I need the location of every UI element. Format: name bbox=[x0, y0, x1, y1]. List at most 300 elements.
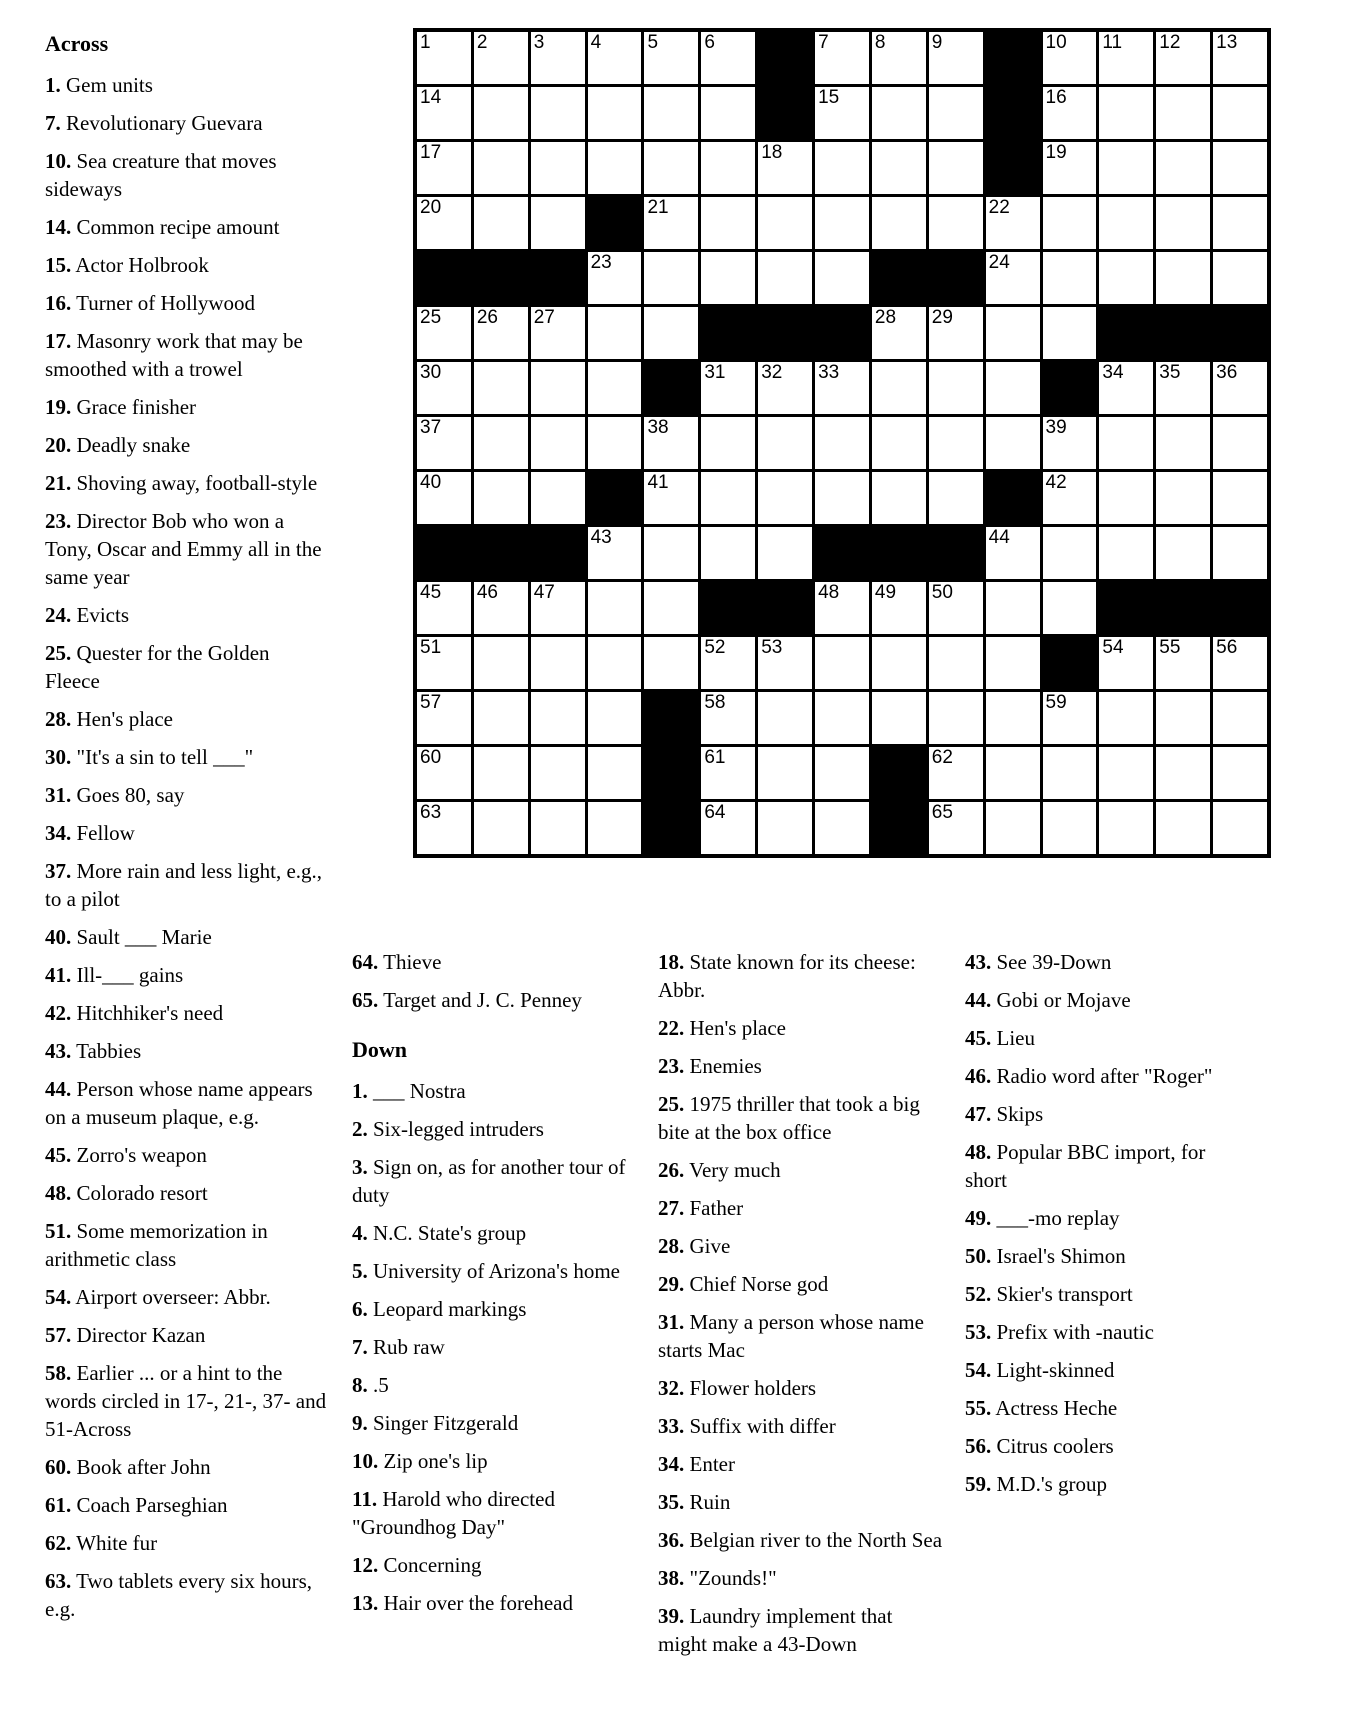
grid-cell-r13c7[interactable] bbox=[758, 692, 812, 744]
grid-cell-r13c14[interactable] bbox=[1156, 692, 1210, 744]
cell-number: 59 bbox=[1045, 692, 1067, 713]
grid-cell-r15c14[interactable] bbox=[1156, 802, 1210, 854]
clue-number: 26. bbox=[658, 1158, 685, 1182]
grid-cell-r5c5[interactable] bbox=[644, 252, 698, 304]
grid-cell-r8c1[interactable] bbox=[417, 417, 471, 469]
grid-cell-r5c8[interactable] bbox=[815, 252, 869, 304]
grid-cell-r9c13[interactable] bbox=[1099, 472, 1153, 524]
cell-number: 38 bbox=[647, 417, 669, 438]
grid-cell-r11c5[interactable] bbox=[644, 582, 698, 634]
clue-number: 1. bbox=[45, 73, 61, 97]
grid-cell-r4c13[interactable] bbox=[1099, 197, 1153, 249]
clue-down-23: 23. Enemies bbox=[658, 1054, 762, 1078]
grid-cell-r11c12[interactable] bbox=[1043, 582, 1097, 634]
grid-cell-r13c13[interactable] bbox=[1099, 692, 1153, 744]
grid-cell-r13c10[interactable] bbox=[929, 692, 983, 744]
cell-number: 24 bbox=[988, 252, 1010, 273]
grid-cell-r10c13[interactable] bbox=[1099, 527, 1153, 579]
grid-black-cell-r6c6 bbox=[701, 307, 755, 359]
grid-cell-r15c13[interactable] bbox=[1099, 802, 1153, 854]
grid-cell-r3c12[interactable] bbox=[1043, 142, 1097, 194]
clue-down-48: 48. Popular BBC import, for short bbox=[965, 1140, 1206, 1192]
grid-black-cell-r7c5 bbox=[644, 362, 698, 414]
clue-number: 44. bbox=[965, 988, 992, 1012]
grid-cell-r15c4[interactable] bbox=[588, 802, 642, 854]
grid-cell-r14c6[interactable] bbox=[701, 747, 755, 799]
grid-cell-r11c9[interactable] bbox=[872, 582, 926, 634]
grid-cell-r8c9[interactable] bbox=[872, 417, 926, 469]
clue-across-45: 45. Zorro's weapon bbox=[45, 1143, 207, 1167]
grid-cell-r5c12[interactable] bbox=[1043, 252, 1097, 304]
grid-cell-r2c9[interactable] bbox=[872, 87, 926, 139]
clue-number: 19. bbox=[45, 395, 72, 419]
grid-cell-r7c10[interactable] bbox=[929, 362, 983, 414]
grid-cell-r4c15[interactable] bbox=[1213, 197, 1267, 249]
grid-cell-r3c13[interactable] bbox=[1099, 142, 1153, 194]
cell-number: 27 bbox=[533, 307, 555, 328]
grid-cell-r3c7[interactable] bbox=[758, 142, 812, 194]
clue-number: 15. bbox=[45, 253, 72, 277]
grid-cell-r14c15[interactable] bbox=[1213, 747, 1267, 799]
grid-cell-r8c8[interactable] bbox=[815, 417, 869, 469]
grid-cell-r14c11[interactable] bbox=[986, 747, 1040, 799]
grid-cell-r7c4[interactable] bbox=[588, 362, 642, 414]
grid-black-cell-r1c11 bbox=[986, 32, 1040, 84]
grid-cell-r5c13[interactable] bbox=[1099, 252, 1153, 304]
cell-number: 3 bbox=[533, 32, 545, 53]
grid-cell-r4c10[interactable] bbox=[929, 197, 983, 249]
grid-cell-r12c10[interactable] bbox=[929, 637, 983, 689]
grid-cell-r8c4[interactable] bbox=[588, 417, 642, 469]
clue-down-8: 8. .5 bbox=[352, 1373, 389, 1397]
clue-number: 6. bbox=[352, 1297, 368, 1321]
grid-cell-r1c14[interactable] bbox=[1156, 32, 1210, 84]
grid-cell-r7c7[interactable] bbox=[758, 362, 812, 414]
grid-cell-r1c15[interactable] bbox=[1213, 32, 1267, 84]
grid-cell-r8c14[interactable] bbox=[1156, 417, 1210, 469]
grid-cell-r6c2[interactable] bbox=[474, 307, 528, 359]
grid-cell-r4c2[interactable] bbox=[474, 197, 528, 249]
clue-number: 22. bbox=[658, 1016, 685, 1040]
grid-cell-r3c14[interactable] bbox=[1156, 142, 1210, 194]
grid-black-cell-r5c10 bbox=[929, 252, 983, 304]
grid-cell-r8c13[interactable] bbox=[1099, 417, 1153, 469]
grid-cell-r8c11[interactable] bbox=[986, 417, 1040, 469]
cell-number: 15 bbox=[818, 87, 840, 108]
grid-cell-r14c10[interactable] bbox=[929, 747, 983, 799]
grid-black-cell-r5c1 bbox=[417, 252, 471, 304]
grid-cell-r1c12[interactable] bbox=[1043, 32, 1097, 84]
cell-number: 4 bbox=[590, 32, 602, 53]
grid-cell-r4c6[interactable] bbox=[701, 197, 755, 249]
clue-across-57: 57. Director Kazan bbox=[45, 1323, 206, 1347]
grid-cell-r4c8[interactable] bbox=[815, 197, 869, 249]
grid-cell-r9c15[interactable] bbox=[1213, 472, 1267, 524]
grid-cell-r2c6[interactable] bbox=[701, 87, 755, 139]
clue-number: 44. bbox=[45, 1077, 72, 1101]
clue-across-48: 48. Colorado resort bbox=[45, 1181, 208, 1205]
clue-down-55: 55. Actress Heche bbox=[965, 1396, 1118, 1420]
grid-cell-r11c2[interactable] bbox=[474, 582, 528, 634]
grid-cell-r9c3[interactable] bbox=[531, 472, 585, 524]
cell-number: 50 bbox=[931, 582, 953, 603]
grid-cell-r10c11[interactable] bbox=[986, 527, 1040, 579]
grid-cell-r4c11[interactable] bbox=[986, 197, 1040, 249]
clue-down-18: 18. State known for its cheese: Abbr. bbox=[658, 950, 916, 1002]
grid-cell-r15c15[interactable] bbox=[1213, 802, 1267, 854]
clue-down-25: 25. 1975 thriller that took a big bite at the box office bbox=[658, 1092, 920, 1144]
clue-down-53: 53. Prefix with -nautic bbox=[965, 1320, 1154, 1344]
grid-cell-r4c1[interactable] bbox=[417, 197, 471, 249]
grid-cell-r8c5[interactable] bbox=[644, 417, 698, 469]
clue-across-37: 37. More rain and less light, e.g., to a pilot bbox=[45, 859, 323, 911]
grid-cell-r2c1[interactable] bbox=[417, 87, 471, 139]
grid-cell-r1c2[interactable] bbox=[474, 32, 528, 84]
grid-cell-r11c10[interactable] bbox=[929, 582, 983, 634]
clue-down-10: 10. Zip one's lip bbox=[352, 1449, 488, 1473]
grid-cell-r9c5[interactable] bbox=[644, 472, 698, 524]
grid-cell-r3c3[interactable] bbox=[531, 142, 585, 194]
clue-down-50: 50. Israel's Shimon bbox=[965, 1244, 1126, 1268]
grid-cell-r14c14[interactable] bbox=[1156, 747, 1210, 799]
cell-number: 61 bbox=[704, 747, 726, 768]
grid-cell-r15c11[interactable] bbox=[986, 802, 1040, 854]
grid-cell-r6c9[interactable] bbox=[872, 307, 926, 359]
clue-number: 36. bbox=[658, 1528, 685, 1552]
grid-cell-r7c9[interactable] bbox=[872, 362, 926, 414]
grid-cell-r1c1[interactable] bbox=[417, 32, 471, 84]
grid-cell-r14c13[interactable] bbox=[1099, 747, 1153, 799]
grid-cell-r9c9[interactable] bbox=[872, 472, 926, 524]
clue-number: 60. bbox=[45, 1455, 72, 1479]
clue-number: 53. bbox=[965, 1320, 992, 1344]
clue-number: 48. bbox=[45, 1181, 72, 1205]
grid-cell-r14c4[interactable] bbox=[588, 747, 642, 799]
grid-cell-r15c8[interactable] bbox=[815, 802, 869, 854]
clue-number: 11. bbox=[352, 1487, 378, 1511]
clue-across-28: 28. Hen's place bbox=[45, 707, 173, 731]
grid-cell-r7c15[interactable] bbox=[1213, 362, 1267, 414]
grid-cell-r8c3[interactable] bbox=[531, 417, 585, 469]
grid-cell-r8c10[interactable] bbox=[929, 417, 983, 469]
grid-cell-r2c3[interactable] bbox=[531, 87, 585, 139]
clue-number: 39. bbox=[658, 1604, 685, 1628]
grid-cell-r15c7[interactable] bbox=[758, 802, 812, 854]
clue-number: 34. bbox=[45, 821, 72, 845]
grid-cell-r13c3[interactable] bbox=[531, 692, 585, 744]
grid-cell-r2c5[interactable] bbox=[644, 87, 698, 139]
grid-cell-r11c3[interactable] bbox=[531, 582, 585, 634]
clue-down-34: 34. Enter bbox=[658, 1452, 735, 1476]
down-clues-list-3 bbox=[965, 948, 1240, 1498]
grid-cell-r1c8[interactable] bbox=[815, 32, 869, 84]
grid-cell-r12c7[interactable] bbox=[758, 637, 812, 689]
clue-down-56: 56. Citrus coolers bbox=[965, 1434, 1114, 1458]
clue-number: 7. bbox=[352, 1335, 368, 1359]
grid-cell-r2c14[interactable] bbox=[1156, 87, 1210, 139]
clue-number: 18. bbox=[658, 950, 685, 974]
grid-cell-r10c7[interactable] bbox=[758, 527, 812, 579]
cell-number: 7 bbox=[818, 32, 829, 53]
grid-cell-r7c2[interactable] bbox=[474, 362, 528, 414]
grid-cell-r9c8[interactable] bbox=[815, 472, 869, 524]
clue-down-32: 32. Flower holders bbox=[658, 1376, 817, 1400]
grid-cell-r9c12[interactable] bbox=[1043, 472, 1097, 524]
grid-cell-r7c8[interactable] bbox=[815, 362, 869, 414]
cell-number: 16 bbox=[1045, 87, 1067, 108]
grid-cell-r13c8[interactable] bbox=[815, 692, 869, 744]
clue-number: 61. bbox=[45, 1493, 72, 1517]
grid-cell-r7c6[interactable] bbox=[701, 362, 755, 414]
cell-number: 31 bbox=[704, 362, 726, 383]
grid-cell-r8c2[interactable] bbox=[474, 417, 528, 469]
grid-cell-r13c12[interactable] bbox=[1043, 692, 1097, 744]
grid-cell-r12c9[interactable] bbox=[872, 637, 926, 689]
grid-cell-r8c6[interactable] bbox=[701, 417, 755, 469]
grid-black-cell-r10c8 bbox=[815, 527, 869, 579]
grid-cell-r1c3[interactable] bbox=[531, 32, 585, 84]
grid-cell-r3c6[interactable] bbox=[701, 142, 755, 194]
clue-number: 45. bbox=[965, 1026, 992, 1050]
clue-down-2: 2. Six-legged intruders bbox=[352, 1117, 544, 1141]
grid-cell-r1c10[interactable] bbox=[929, 32, 983, 84]
clue-number: 20. bbox=[45, 433, 72, 457]
clue-number: 2. bbox=[352, 1117, 368, 1141]
clue-number: 10. bbox=[45, 149, 72, 173]
grid-black-cell-r11c6 bbox=[701, 582, 755, 634]
grid-cell-r4c3[interactable] bbox=[531, 197, 585, 249]
clue-number: 45. bbox=[45, 1143, 72, 1167]
cell-number: 18 bbox=[761, 142, 783, 163]
grid-cell-r12c3[interactable] bbox=[531, 637, 585, 689]
clue-down-52: 52. Skier's transport bbox=[965, 1282, 1133, 1306]
grid-cell-r4c14[interactable] bbox=[1156, 197, 1210, 249]
grid-cell-r2c13[interactable] bbox=[1099, 87, 1153, 139]
grid-cell-r8c15[interactable] bbox=[1213, 417, 1267, 469]
grid-cell-r12c2[interactable] bbox=[474, 637, 528, 689]
clue-across-42: 42. Hitchhiker's need bbox=[45, 1001, 224, 1025]
grid-cell-r13c11[interactable] bbox=[986, 692, 1040, 744]
grid-cell-r9c2[interactable] bbox=[474, 472, 528, 524]
grid-cell-r4c5[interactable] bbox=[644, 197, 698, 249]
grid-cell-r12c8[interactable] bbox=[815, 637, 869, 689]
clue-down-12: 12. Concerning bbox=[352, 1553, 482, 1577]
grid-cell-r3c2[interactable] bbox=[474, 142, 528, 194]
grid-cell-r5c6[interactable] bbox=[701, 252, 755, 304]
grid-cell-r12c13[interactable] bbox=[1099, 637, 1153, 689]
grid-black-cell-r5c3 bbox=[531, 252, 585, 304]
cell-number: 37 bbox=[420, 417, 442, 438]
clue-down-9: 9. Singer Fitzgerald bbox=[352, 1411, 519, 1435]
grid-cell-r15c1[interactable] bbox=[417, 802, 471, 854]
grid-cell-r14c12[interactable] bbox=[1043, 747, 1097, 799]
cell-number: 42 bbox=[1045, 472, 1067, 493]
grid-cell-r11c4[interactable] bbox=[588, 582, 642, 634]
grid-cell-r6c11[interactable] bbox=[986, 307, 1040, 359]
cell-number: 58 bbox=[704, 692, 726, 713]
grid-cell-r11c1[interactable] bbox=[417, 582, 471, 634]
grid-cell-r12c1[interactable] bbox=[417, 637, 471, 689]
grid-cell-r9c6[interactable] bbox=[701, 472, 755, 524]
clue-number: 21. bbox=[45, 471, 72, 495]
grid-cell-r12c11[interactable] bbox=[986, 637, 1040, 689]
clue-down-26: 26. Very much bbox=[658, 1158, 781, 1182]
cell-number: 60 bbox=[420, 747, 442, 768]
grid-cell-r1c5[interactable] bbox=[644, 32, 698, 84]
cell-number: 12 bbox=[1159, 32, 1181, 53]
grid-cell-r2c10[interactable] bbox=[929, 87, 983, 139]
clue-down-59: 59. M.D.'s group bbox=[965, 1472, 1108, 1496]
cell-number: 8 bbox=[874, 32, 886, 53]
grid-cell-r4c9[interactable] bbox=[872, 197, 926, 249]
grid-black-cell-r2c7 bbox=[758, 87, 812, 139]
clue-number: 52. bbox=[965, 1282, 992, 1306]
grid-cell-r5c7[interactable] bbox=[758, 252, 812, 304]
grid-cell-r10c5[interactable] bbox=[644, 527, 698, 579]
clue-across-17: 17. Masonry work that may be smoothed with a trowel bbox=[45, 329, 303, 381]
grid-cell-r6c1[interactable] bbox=[417, 307, 471, 359]
cell-number: 20 bbox=[420, 197, 442, 218]
grid-cell-r4c7[interactable] bbox=[758, 197, 812, 249]
grid-cell-r6c10[interactable] bbox=[929, 307, 983, 359]
cell-number: 44 bbox=[988, 527, 1010, 548]
grid-cell-r6c4[interactable] bbox=[588, 307, 642, 359]
grid-cell-r6c12[interactable] bbox=[1043, 307, 1097, 359]
grid-cell-r1c4[interactable] bbox=[588, 32, 642, 84]
grid-cell-r1c6[interactable] bbox=[701, 32, 755, 84]
grid-cell-r3c15[interactable] bbox=[1213, 142, 1267, 194]
grid-cell-r9c1[interactable] bbox=[417, 472, 471, 524]
cell-number: 64 bbox=[704, 802, 726, 823]
grid-cell-r14c7[interactable] bbox=[758, 747, 812, 799]
grid-cell-r13c15[interactable] bbox=[1213, 692, 1267, 744]
grid-cell-r1c9[interactable] bbox=[872, 32, 926, 84]
grid-cell-r11c11[interactable] bbox=[986, 582, 1040, 634]
grid-cell-r13c2[interactable] bbox=[474, 692, 528, 744]
grid-cell-r3c10[interactable] bbox=[929, 142, 983, 194]
grid-cell-r5c14[interactable] bbox=[1156, 252, 1210, 304]
clue-number: 49. bbox=[965, 1206, 992, 1230]
clue-number: 5. bbox=[352, 1259, 368, 1283]
grid-cell-r10c6[interactable] bbox=[701, 527, 755, 579]
grid-cell-r7c11[interactable] bbox=[986, 362, 1040, 414]
grid-cell-r10c15[interactable] bbox=[1213, 527, 1267, 579]
grid-cell-r13c9[interactable] bbox=[872, 692, 926, 744]
grid-cell-r14c8[interactable] bbox=[815, 747, 869, 799]
grid-cell-r2c8[interactable] bbox=[815, 87, 869, 139]
grid-cell-r12c15[interactable] bbox=[1213, 637, 1267, 689]
grid-cell-r1c13[interactable] bbox=[1099, 32, 1153, 84]
grid-cell-r6c3[interactable] bbox=[531, 307, 585, 359]
grid-cell-r12c4[interactable] bbox=[588, 637, 642, 689]
grid-cell-r15c2[interactable] bbox=[474, 802, 528, 854]
clue-down-39: 39. Laundry implement that might make a 43-Down bbox=[658, 1604, 893, 1656]
clue-across-60: 60. Book after John bbox=[45, 1455, 211, 1479]
grid-cell-r8c7[interactable] bbox=[758, 417, 812, 469]
grid-cell-r15c10[interactable] bbox=[929, 802, 983, 854]
cell-number: 35 bbox=[1159, 362, 1181, 383]
grid-cell-r2c12[interactable] bbox=[1043, 87, 1097, 139]
cell-number: 55 bbox=[1159, 637, 1181, 658]
grid-cell-r3c5[interactable] bbox=[644, 142, 698, 194]
grid-cell-r2c2[interactable] bbox=[474, 87, 528, 139]
clue-across-15: 15. Actor Holbrook bbox=[45, 253, 209, 277]
grid-cell-r14c3[interactable] bbox=[531, 747, 585, 799]
grid-cell-r10c14[interactable] bbox=[1156, 527, 1210, 579]
clue-across-63: 63. Two tablets every six hours, e.g. bbox=[45, 1569, 313, 1621]
clue-across-30: 30. "It's a sin to tell ___" bbox=[45, 745, 254, 769]
grid-cell-r3c4[interactable] bbox=[588, 142, 642, 194]
grid-cell-r8c12[interactable] bbox=[1043, 417, 1097, 469]
grid-cell-r9c14[interactable] bbox=[1156, 472, 1210, 524]
across-header: Across bbox=[45, 31, 109, 56]
clue-across-61: 61. Coach Parseghian bbox=[45, 1493, 228, 1517]
grid-cell-r7c13[interactable] bbox=[1099, 362, 1153, 414]
grid-cell-r5c11[interactable] bbox=[986, 252, 1040, 304]
clue-down-33: 33. Suffix with differ bbox=[658, 1414, 836, 1438]
clue-number: 16. bbox=[45, 291, 72, 315]
grid-cell-r7c1[interactable] bbox=[417, 362, 471, 414]
grid-cell-r14c2[interactable] bbox=[474, 747, 528, 799]
cell-number: 46 bbox=[476, 582, 498, 603]
grid-cell-r7c14[interactable] bbox=[1156, 362, 1210, 414]
cell-number: 56 bbox=[1216, 637, 1238, 658]
clue-down-31: 31. Many a person whose name starts Mac bbox=[658, 1310, 924, 1362]
grid-cell-r6c5[interactable] bbox=[644, 307, 698, 359]
grid-cell-r7c3[interactable] bbox=[531, 362, 585, 414]
clue-number: 34. bbox=[658, 1452, 685, 1476]
clue-number: 46. bbox=[965, 1064, 992, 1088]
grid-cell-r12c14[interactable] bbox=[1156, 637, 1210, 689]
grid-cell-r13c4[interactable] bbox=[588, 692, 642, 744]
grid-cell-r3c9[interactable] bbox=[872, 142, 926, 194]
grid-cell-r3c1[interactable] bbox=[417, 142, 471, 194]
grid-cell-r2c15[interactable] bbox=[1213, 87, 1267, 139]
clue-down-49: 49. ___-mo replay bbox=[965, 1206, 1120, 1230]
grid-cell-r13c1[interactable] bbox=[417, 692, 471, 744]
grid-cell-r12c6[interactable] bbox=[701, 637, 755, 689]
grid-cell-r5c4[interactable] bbox=[588, 252, 642, 304]
grid-cell-r2c4[interactable] bbox=[588, 87, 642, 139]
grid-cell-r10c4[interactable] bbox=[588, 527, 642, 579]
grid-cell-r10c12[interactable] bbox=[1043, 527, 1097, 579]
grid-cell-r9c10[interactable] bbox=[929, 472, 983, 524]
grid-cell-r5c15[interactable] bbox=[1213, 252, 1267, 304]
clue-across-43: 43. Tabbies bbox=[45, 1039, 142, 1063]
grid-cell-r9c7[interactable] bbox=[758, 472, 812, 524]
grid-cell-r15c6[interactable] bbox=[701, 802, 755, 854]
grid-cell-r15c3[interactable] bbox=[531, 802, 585, 854]
grid-black-cell-r11c7 bbox=[758, 582, 812, 634]
cell-number: 25 bbox=[420, 307, 442, 328]
grid-cell-r14c1[interactable] bbox=[417, 747, 471, 799]
cell-number: 34 bbox=[1102, 362, 1124, 383]
grid-cell-r3c8[interactable] bbox=[815, 142, 869, 194]
grid-cell-r15c12[interactable] bbox=[1043, 802, 1097, 854]
grid-cell-r13c6[interactable] bbox=[701, 692, 755, 744]
grid-cell-r11c8[interactable] bbox=[815, 582, 869, 634]
cell-number: 32 bbox=[761, 362, 783, 383]
clue-across-41: 41. Ill-___ gains bbox=[45, 963, 184, 987]
clue-number: 55. bbox=[965, 1396, 992, 1420]
clue-number: 13. bbox=[352, 1591, 379, 1615]
clue-across-62: 62. White fur bbox=[45, 1531, 158, 1555]
grid-cell-r4c12[interactable] bbox=[1043, 197, 1097, 249]
clue-across-19: 19. Grace finisher bbox=[45, 395, 197, 419]
grid-cell-r12c5[interactable] bbox=[644, 637, 698, 689]
clue-number: 3. bbox=[352, 1155, 368, 1179]
cell-number: 49 bbox=[874, 582, 897, 603]
